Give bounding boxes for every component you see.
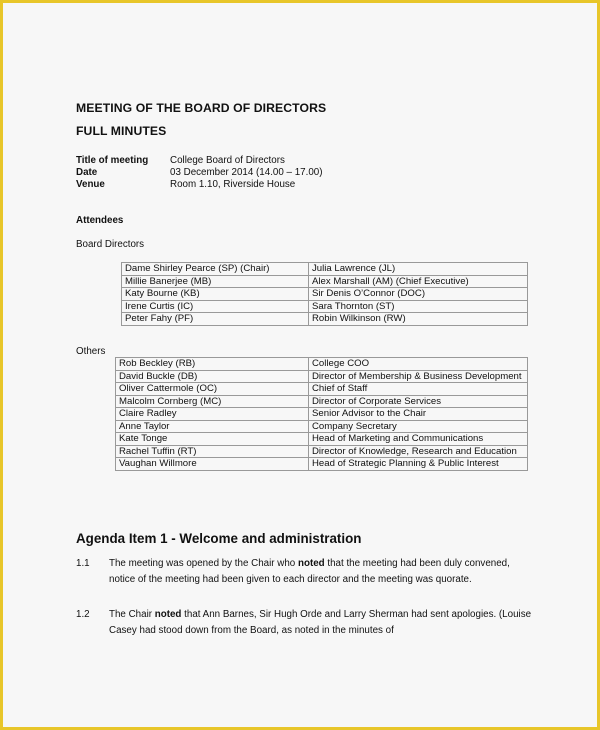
meeting-title-label: Title of meeting <box>76 155 149 166</box>
meeting-date-row <box>76 167 323 179</box>
board-director-cell: Alex Marshall (AM) (Chief Executive) <box>309 275 528 288</box>
meeting-venue-label: Venue <box>76 179 105 190</box>
item-text-bold: noted <box>297 558 325 569</box>
attendee-name-cell: Rob Beckley (RB) <box>116 358 309 371</box>
minutes-title: FULL MINUTES <box>76 124 167 138</box>
attendee-role-cell: Head of Strategic Planning & Public Interest <box>309 458 528 471</box>
meeting-date-value: 03 December 2014 (14.00 – 17.00) <box>170 167 323 178</box>
board-director-cell: Irene Curtis (IC) <box>122 300 309 313</box>
table-row <box>116 408 528 421</box>
table-row <box>122 275 528 288</box>
table-row <box>116 383 528 396</box>
attendee-role-cell: Director of Corporate Services <box>309 395 528 408</box>
table-row <box>122 313 528 326</box>
others-label: Others <box>76 346 106 357</box>
table-row <box>116 445 528 458</box>
attendee-role-cell: Company Secretary <box>309 420 528 433</box>
others-table <box>115 357 528 471</box>
attendee-name-cell: Vaughan Willmore <box>116 458 309 471</box>
meeting-title-row <box>76 155 323 167</box>
table-row <box>116 420 528 433</box>
board-director-cell: Sara Thornton (ST) <box>309 300 528 313</box>
item-number: 1.1 <box>76 558 90 569</box>
table-row <box>116 370 528 383</box>
attendee-name-cell: Claire Radley <box>116 408 309 421</box>
item-number: 1.2 <box>76 609 90 620</box>
board-director-cell: Dame Shirley Pearce (SP) (Chair) <box>122 263 309 276</box>
board-director-cell: Julia Lawrence (JL) <box>309 263 528 276</box>
item-text-after: that the meeting had been duly convened, notice of the meeting had been given to each director and the meeting was quorate. <box>109 558 510 585</box>
item-text-before: The meeting was opened by the Chair who <box>109 558 298 569</box>
item-text-before: The Chair <box>109 609 155 620</box>
attendee-role-cell: College COO <box>309 358 528 371</box>
table-row <box>116 358 528 371</box>
attendee-name-cell: Malcolm Cornberg (MC) <box>116 395 309 408</box>
attendee-name-cell: Anne Taylor <box>116 420 309 433</box>
meeting-venue-value: Room 1.10, Riverside House <box>170 179 296 190</box>
board-director-cell: Peter Fahy (PF) <box>122 313 309 326</box>
table-row <box>116 395 528 408</box>
item-text <box>109 607 535 638</box>
table-row <box>122 263 528 276</box>
document-page <box>3 3 597 727</box>
board-director-cell: Millie Banerjee (MB) <box>122 275 309 288</box>
attendee-role-cell: Director of Knowledge, Research and Education <box>309 445 528 458</box>
board-director-cell: Sir Denis O’Connor (DOC) <box>309 288 528 301</box>
attendee-name-cell: Oliver Cattermole (OC) <box>116 383 309 396</box>
table-row <box>122 300 528 313</box>
attendee-role-cell: Director of Membership & Business Development <box>309 370 528 383</box>
attendee-role-cell: Senior Advisor to the Chair <box>309 408 528 421</box>
attendee-name-cell: Kate Tonge <box>116 433 309 446</box>
attendees-heading: Attendees <box>76 215 124 226</box>
item-text <box>109 556 535 587</box>
table-row <box>122 288 528 301</box>
attendee-name-cell: Rachel Tuffin (RT) <box>116 445 309 458</box>
attendee-name-cell: David Buckle (DB) <box>116 370 309 383</box>
agenda-item-heading: Agenda Item 1 - Welcome and administration <box>76 531 362 546</box>
item-text-after: that Ann Barnes, Sir Hugh Orde and Larry Sherman had sent apologies. (Louise Casey had stood down from the Board, as noted in the minutes of <box>109 609 532 636</box>
board-directors-table <box>121 262 528 326</box>
board-director-cell: Robin Wilkinson (RW) <box>309 313 528 326</box>
attendee-role-cell: Chief of Staff <box>309 383 528 396</box>
item-text-bold: noted <box>154 609 182 620</box>
meeting-details <box>76 155 323 191</box>
meeting-date-label: Date <box>76 167 98 178</box>
meeting-venue-row <box>76 179 323 191</box>
board-director-cell: Katy Bourne (KB) <box>122 288 309 301</box>
meeting-title: MEETING OF THE BOARD OF DIRECTORS <box>76 101 327 115</box>
board-directors-label: Board Directors <box>76 239 145 250</box>
attendee-role-cell: Head of Marketing and Communications <box>309 433 528 446</box>
meeting-title-value: College Board of Directors <box>170 155 285 166</box>
table-row <box>116 458 528 471</box>
table-row <box>116 433 528 446</box>
